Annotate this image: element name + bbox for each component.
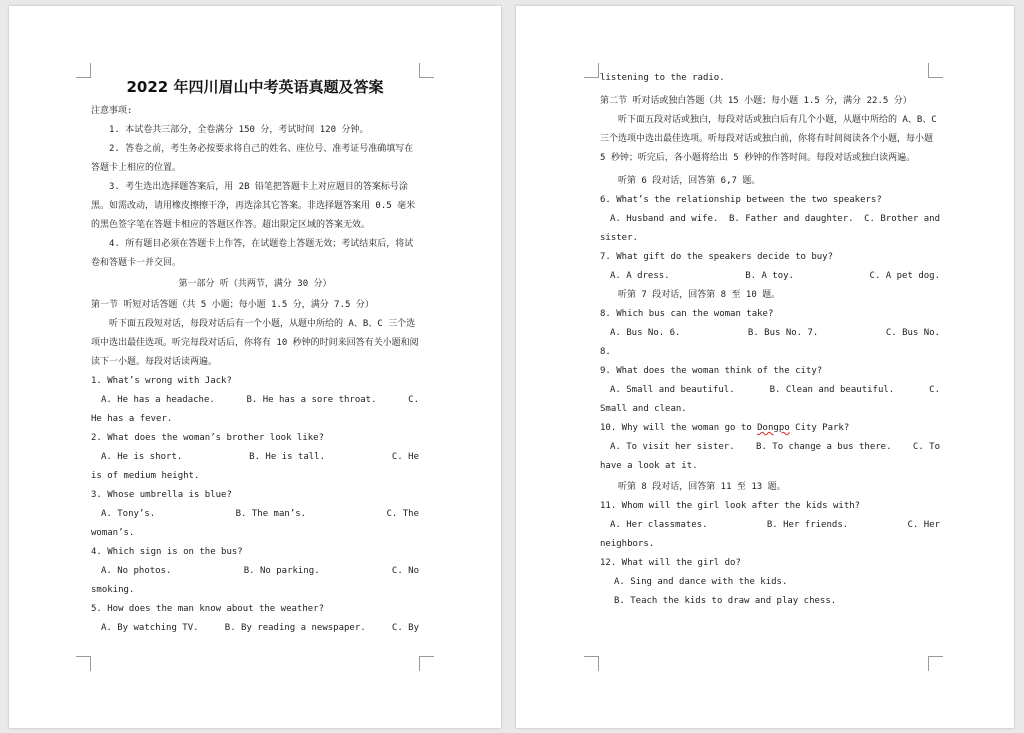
listening-instruction: 听第 6 段对话，回答第 6,7 题。 <box>618 176 761 186</box>
option-c: C. By <box>391 623 419 633</box>
option-b: B. To change a bus there. <box>756 442 892 452</box>
option-a: A. To visit her sister. <box>610 442 735 452</box>
option-a: A. Her classmates. <box>610 520 708 530</box>
question-text: 9. What does the woman think of the city? <box>600 366 823 376</box>
option-a: A. No photos. <box>101 566 172 576</box>
option-continuation: Small and clean. <box>600 404 687 414</box>
answer-options <box>91 505 419 524</box>
option-c: C. A pet dog. <box>869 271 940 281</box>
document-title: 2022 年四川眉山中考英语真题及答案 <box>126 78 384 96</box>
notice-heading: 注意事项: <box>91 106 133 116</box>
question-text-part: 10. Why will the woman go to <box>600 423 758 433</box>
crop-mark-top-left <box>584 63 599 78</box>
option-continuation: woman’s. <box>91 528 135 538</box>
section-intro: 听下面五段对话或独白，每段对话或独白后有几个小题，从题中所给的 A、B、C 三个选项中选出最佳选项。听每段对话或独白前，你将有时间阅读各个小题，每小题 5 秒钟；听完后，各小题将给出 5 秒钟的作答时间。每段对话或独白读两遍。 <box>600 115 937 163</box>
crop-mark-top-right <box>419 63 434 78</box>
notice-item: 1. 本试卷共三部分，全卷满分 150 分，考试时间 120 分钟。 <box>109 125 369 135</box>
notice-item: 2. 答卷之前，考生务必按要求将自己的姓名、座位号、准考证号准确填写在答题卡上相应的位置。 <box>91 144 414 173</box>
part-heading: 第一部分 听（共两节，满分 30 分） <box>178 279 332 289</box>
option-c: C. <box>408 395 419 405</box>
carryover-text: listening to the radio. <box>600 73 725 83</box>
crop-mark-bottom-right <box>419 656 434 671</box>
section-heading: 第二节 听对话或独白答题（共 15 小题；每小题 1.5 分，满分 22.5 分） <box>600 96 912 106</box>
option-b: B. Bus No. 7. <box>747 328 819 338</box>
answer-options <box>91 562 419 581</box>
option-b: B. Father and daughter. <box>728 214 854 224</box>
section-intro: 听下面五段短对话，每段对话后有一个小题，从题中所给的 A、B、C 三个选项中选出最佳选项。听完每段对话后，你将有 10 秒钟的时间来回答有关小题和阅读下一小题。每段对话读两遍。 <box>91 319 419 367</box>
option-c: C. Bus No. <box>885 328 940 338</box>
question-text: 7. What gift do the speakers decide to buy? <box>600 252 833 262</box>
option-a: A. He has a headache. <box>101 395 215 405</box>
option-b: B. The man’s. <box>235 509 307 519</box>
option-b: B. No parking. <box>243 566 320 576</box>
question-text-part: City Park? <box>789 423 850 433</box>
crop-mark-bottom-left <box>584 656 599 671</box>
notice-item: 3. 考生选出选择题答案后，用 2B 铅笔把答题卡上对应题目的答案标号涂黑。如需改动，请用橡皮擦擦干净，再选涂其它答案。非选择题答案用 0.5 毫米的黑色签字笔在答题卡相应的答题区作答。超出限定区域的答案无效。 <box>91 182 416 230</box>
question-text <box>600 419 940 438</box>
option-a: A. Bus No. 6. <box>610 328 681 338</box>
page-2-content <box>600 69 940 611</box>
option-b: B. By reading a newspaper. <box>224 623 366 633</box>
option-continuation: sister. <box>600 233 638 243</box>
option-c: C. Her <box>907 520 940 530</box>
option-b: B. Her friends. <box>766 520 849 530</box>
option-b: B. He has a sore throat. <box>246 395 377 405</box>
option-c: C. Brother and <box>864 214 940 224</box>
listening-instruction: 听第 7 段对话，回答第 8 至 10 题。 <box>618 290 781 300</box>
page-1-content <box>91 68 419 638</box>
question-text: 3. Whose umbrella is blue? <box>91 490 232 500</box>
option-a: A. Sing and dance with the kids. <box>614 577 788 587</box>
option-continuation: is of medium height. <box>91 471 200 481</box>
answer-options <box>91 619 419 638</box>
option-b: B. He is tall. <box>249 452 326 462</box>
section-heading: 第一节 听短对话答题（共 5 小题；每小题 1.5 分，满分 7.5 分） <box>91 300 374 310</box>
crop-mark-bottom-right <box>928 656 943 671</box>
question-text: 6. What’s the relationship between the two speakers? <box>600 195 882 205</box>
option-continuation: neighbors. <box>600 539 655 549</box>
option-b: B. A toy. <box>745 271 794 281</box>
question-text: 12. What will the girl do? <box>600 558 741 568</box>
option-a: A. Husband and wife. <box>610 214 719 224</box>
question-text: 11. Whom will the girl look after the kids with? <box>600 501 861 511</box>
listening-instruction: 听第 8 段对话，回答第 11 至 13 题。 <box>618 482 786 492</box>
answer-options <box>91 448 419 467</box>
question-text: 5. How does the man know about the weather? <box>91 604 324 614</box>
option-a: A. Small and beautiful. <box>610 385 735 395</box>
crop-mark-top-left <box>76 63 91 78</box>
answer-options <box>600 381 940 400</box>
answer-options <box>600 210 940 229</box>
option-b: B. Teach the kids to draw and play chess. <box>614 596 837 606</box>
option-a: A. A dress. <box>610 271 670 281</box>
option-c: C. No <box>391 566 419 576</box>
question-text: 4. Which sign is on the bus? <box>91 547 243 557</box>
question-text: 8. Which bus can the woman take? <box>600 309 774 319</box>
notice-item: 4. 所有题目必须在答题卡上作答，在试题卷上答题无效；考试结束后，将试卷和答题卡一并交回。 <box>91 239 414 268</box>
option-continuation: He has a fever. <box>91 414 173 424</box>
option-a: A. By watching TV. <box>101 623 199 633</box>
answer-options <box>600 324 940 343</box>
answer-options <box>600 438 940 457</box>
option-a: A. Tony’s. <box>101 509 156 519</box>
question-text: 2. What does the woman’s brother look like? <box>91 433 324 443</box>
option-continuation: have a look at it. <box>600 461 698 471</box>
answer-options <box>91 391 419 410</box>
option-continuation: 8. <box>600 347 611 357</box>
option-c: C. <box>929 385 940 395</box>
option-c: C. He <box>391 452 419 462</box>
option-continuation: smoking. <box>91 585 135 595</box>
answer-options <box>600 267 940 286</box>
option-a: A. He is short. <box>101 452 183 462</box>
spellcheck-flagged-word: Dongpo <box>757 423 790 433</box>
answer-options <box>600 516 940 535</box>
option-c: C. The <box>386 509 419 519</box>
option-c: C. To <box>912 442 940 452</box>
option-b: B. Clean and beautiful. <box>769 385 895 395</box>
question-text: 1. What’s wrong with Jack? <box>91 376 232 386</box>
document-page-2 <box>516 6 1014 728</box>
document-page-1 <box>9 6 501 728</box>
crop-mark-bottom-left <box>76 656 91 671</box>
